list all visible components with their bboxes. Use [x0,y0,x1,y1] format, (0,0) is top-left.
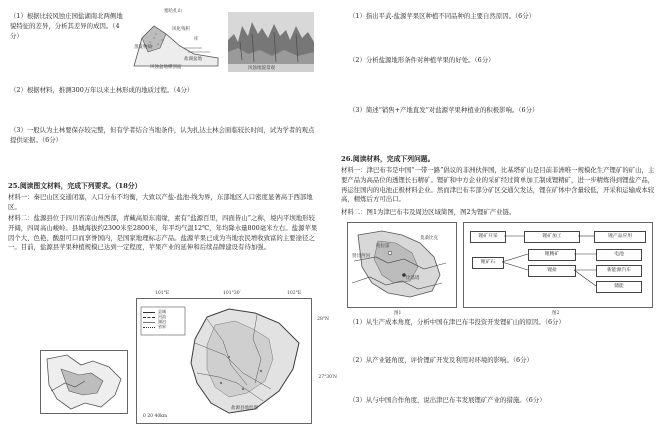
county-map [136,291,337,424]
flow-node-application: 锂产品应用 [594,231,646,243]
q25-material-2: 材料二：盐源县位于四川省凉山州西部，青藏高原东南缘，素有“盐源百里，四面皆山”之称，境内平坝地形较开阔，四周高山峻岭。县城海拔约2300米至2800米，年平均气温12℃，年均降水量800毫米左右。盐源苹果因个大、色艳、酸甜可口而享誉国内，是国家地理标志产品。盐源苹果已成为当地农民增收致富的主要途径之一。目前，盐源县苹果种植规模已达到一定程度，苹果产业的延伸和后续品牌建设有待加强。 [8,214,318,252]
photo-caption: 风蚀地貌景观 [248,66,275,71]
legend-boundary-symbol [143,327,155,328]
legend-county: 县城 [143,309,183,314]
legend-river-symbol [143,317,155,318]
question-2: （2）根据材料，推测300万年以来土林形成的地质过程。（4分） [10,86,194,94]
coord-right-lower: 27°30′N [318,375,337,380]
coord-top-left: 101°E [155,291,170,296]
question-3: （3）一般认为土林要保存较完整，但有学者结合当地条件，认为扎达土林会面临较长时间，试为学者的观点提供证据。（6分） [10,126,315,144]
cross-section-diagram [132,8,220,70]
question-25-title: 25.阅读图文材料，完成下列要求。（18分） [8,182,142,190]
legend-county-symbol [143,312,155,313]
landform-photo [228,12,314,72]
question-26-title: 26.阅读材料，完成下列问题。 [341,155,435,163]
diagram-label-a: 塞哈扎山 [164,9,182,14]
inset-map [40,350,128,414]
legend-lake-symbol [143,322,155,323]
map-scale: 0 20 40km [143,414,168,419]
map2-site: 比基塔 [406,276,420,281]
map2-capital: 哈拉雷 [376,244,390,249]
flow-node-mining: 锂矿开采 [470,231,506,243]
right-question-2: （2）分析盐源地形条件对种植苹果的好处。（6分） [349,56,495,64]
legend-boundary: 省界 [143,324,183,329]
figure-1-map [347,222,457,316]
diagram-caption: 风蚀盆地横剖面 [150,65,182,70]
q26-material-2: 材料二：图1为津巴布韦及周边区域简图，图2为锂矿产业链。 [341,208,516,216]
map-title: 盐源县地形图 [231,406,258,411]
map-legend [143,309,183,329]
coord-right-upper: 28°N [317,317,329,322]
map2-country: 莫桑比克 [420,236,438,241]
right-question-3: （3）简述“销售+产地直发”对盐源苹果种植业的积极影响。（6分） [349,106,539,114]
flow-node-ore: 锂矿石 [472,257,504,269]
figure-2-flowchart [463,222,653,316]
flow-node-storage: 储能 [596,281,642,293]
question-1: （1）根据比较风蚀庄园盐湖南北两侧地貌特征的差异，分析其差异的成因。（4分） [10,12,123,40]
sub-question-1: （1）从生产成本角度，分析中国在津巴布韦投资开发锂矿山的原因。（6分） [349,318,565,326]
flow-node-ev: 新能源汽车 [596,265,642,277]
right-column [335,0,663,430]
figure-1-label: 图1 [394,311,402,316]
diagram-label-b: 风化残积 [172,27,190,32]
diagram-label-c: 库 [194,37,199,42]
q26-material-1: 材料一：津巴布韦是中国“一带一路”倡议的非洲伙伴国，比基塔矿山是目前非洲唯一规模化生产锂矿的矿山，主要产品为高品位的透锂长石精矿。锂矿和中方企业的采矿经过简单加工制成锂精矿，进一步精炼得到锂盐产品，再运往国内的电池正极材料企业。然而津巴布韦部分矿区交通欠发达，锂在矿体中含量较低，开采和运输成本较高，精炼后方可出口。 [341,166,655,204]
flow-node-concentrate: 锂精矿 [528,249,576,261]
sub-question-2: （2）从产业链角度，评价锂矿开发及利用对环境的影响。（6分） [349,356,533,364]
diagram-label-e: 盐湖盆地 [184,57,202,62]
flow-node-battery: 电池 [596,249,642,261]
legend-lake: 湖泊 [143,319,183,324]
coord-top-mid: 101°30′ [223,291,241,296]
q25-material-1: 材料一：秦巴山区交通闭塞，人口分布不均衡，大致以产盐-盐池-线为界，东部地区人口密度显著高于西部地区。 [8,193,313,211]
diagram-label-d: 蒸发物质 [134,45,152,50]
map2-river: 赞比西河 [352,254,370,259]
sub-question-3: （3）从与中国合作角度，说出津巴布韦发展锂矿产业的措施。（6分） [349,396,546,404]
flow-node-processing: 锂矿加工 [524,231,580,243]
legend-river: 河流 [143,314,183,319]
right-question-1: （1）指出平武-盐源苹果区种植不同品种的主要自然原因。（6分） [349,12,536,20]
flow-node-salt: 锂盐 [528,265,576,277]
figure-2-label: 图2 [552,311,560,316]
coord-top-right: 102°E [287,291,302,296]
